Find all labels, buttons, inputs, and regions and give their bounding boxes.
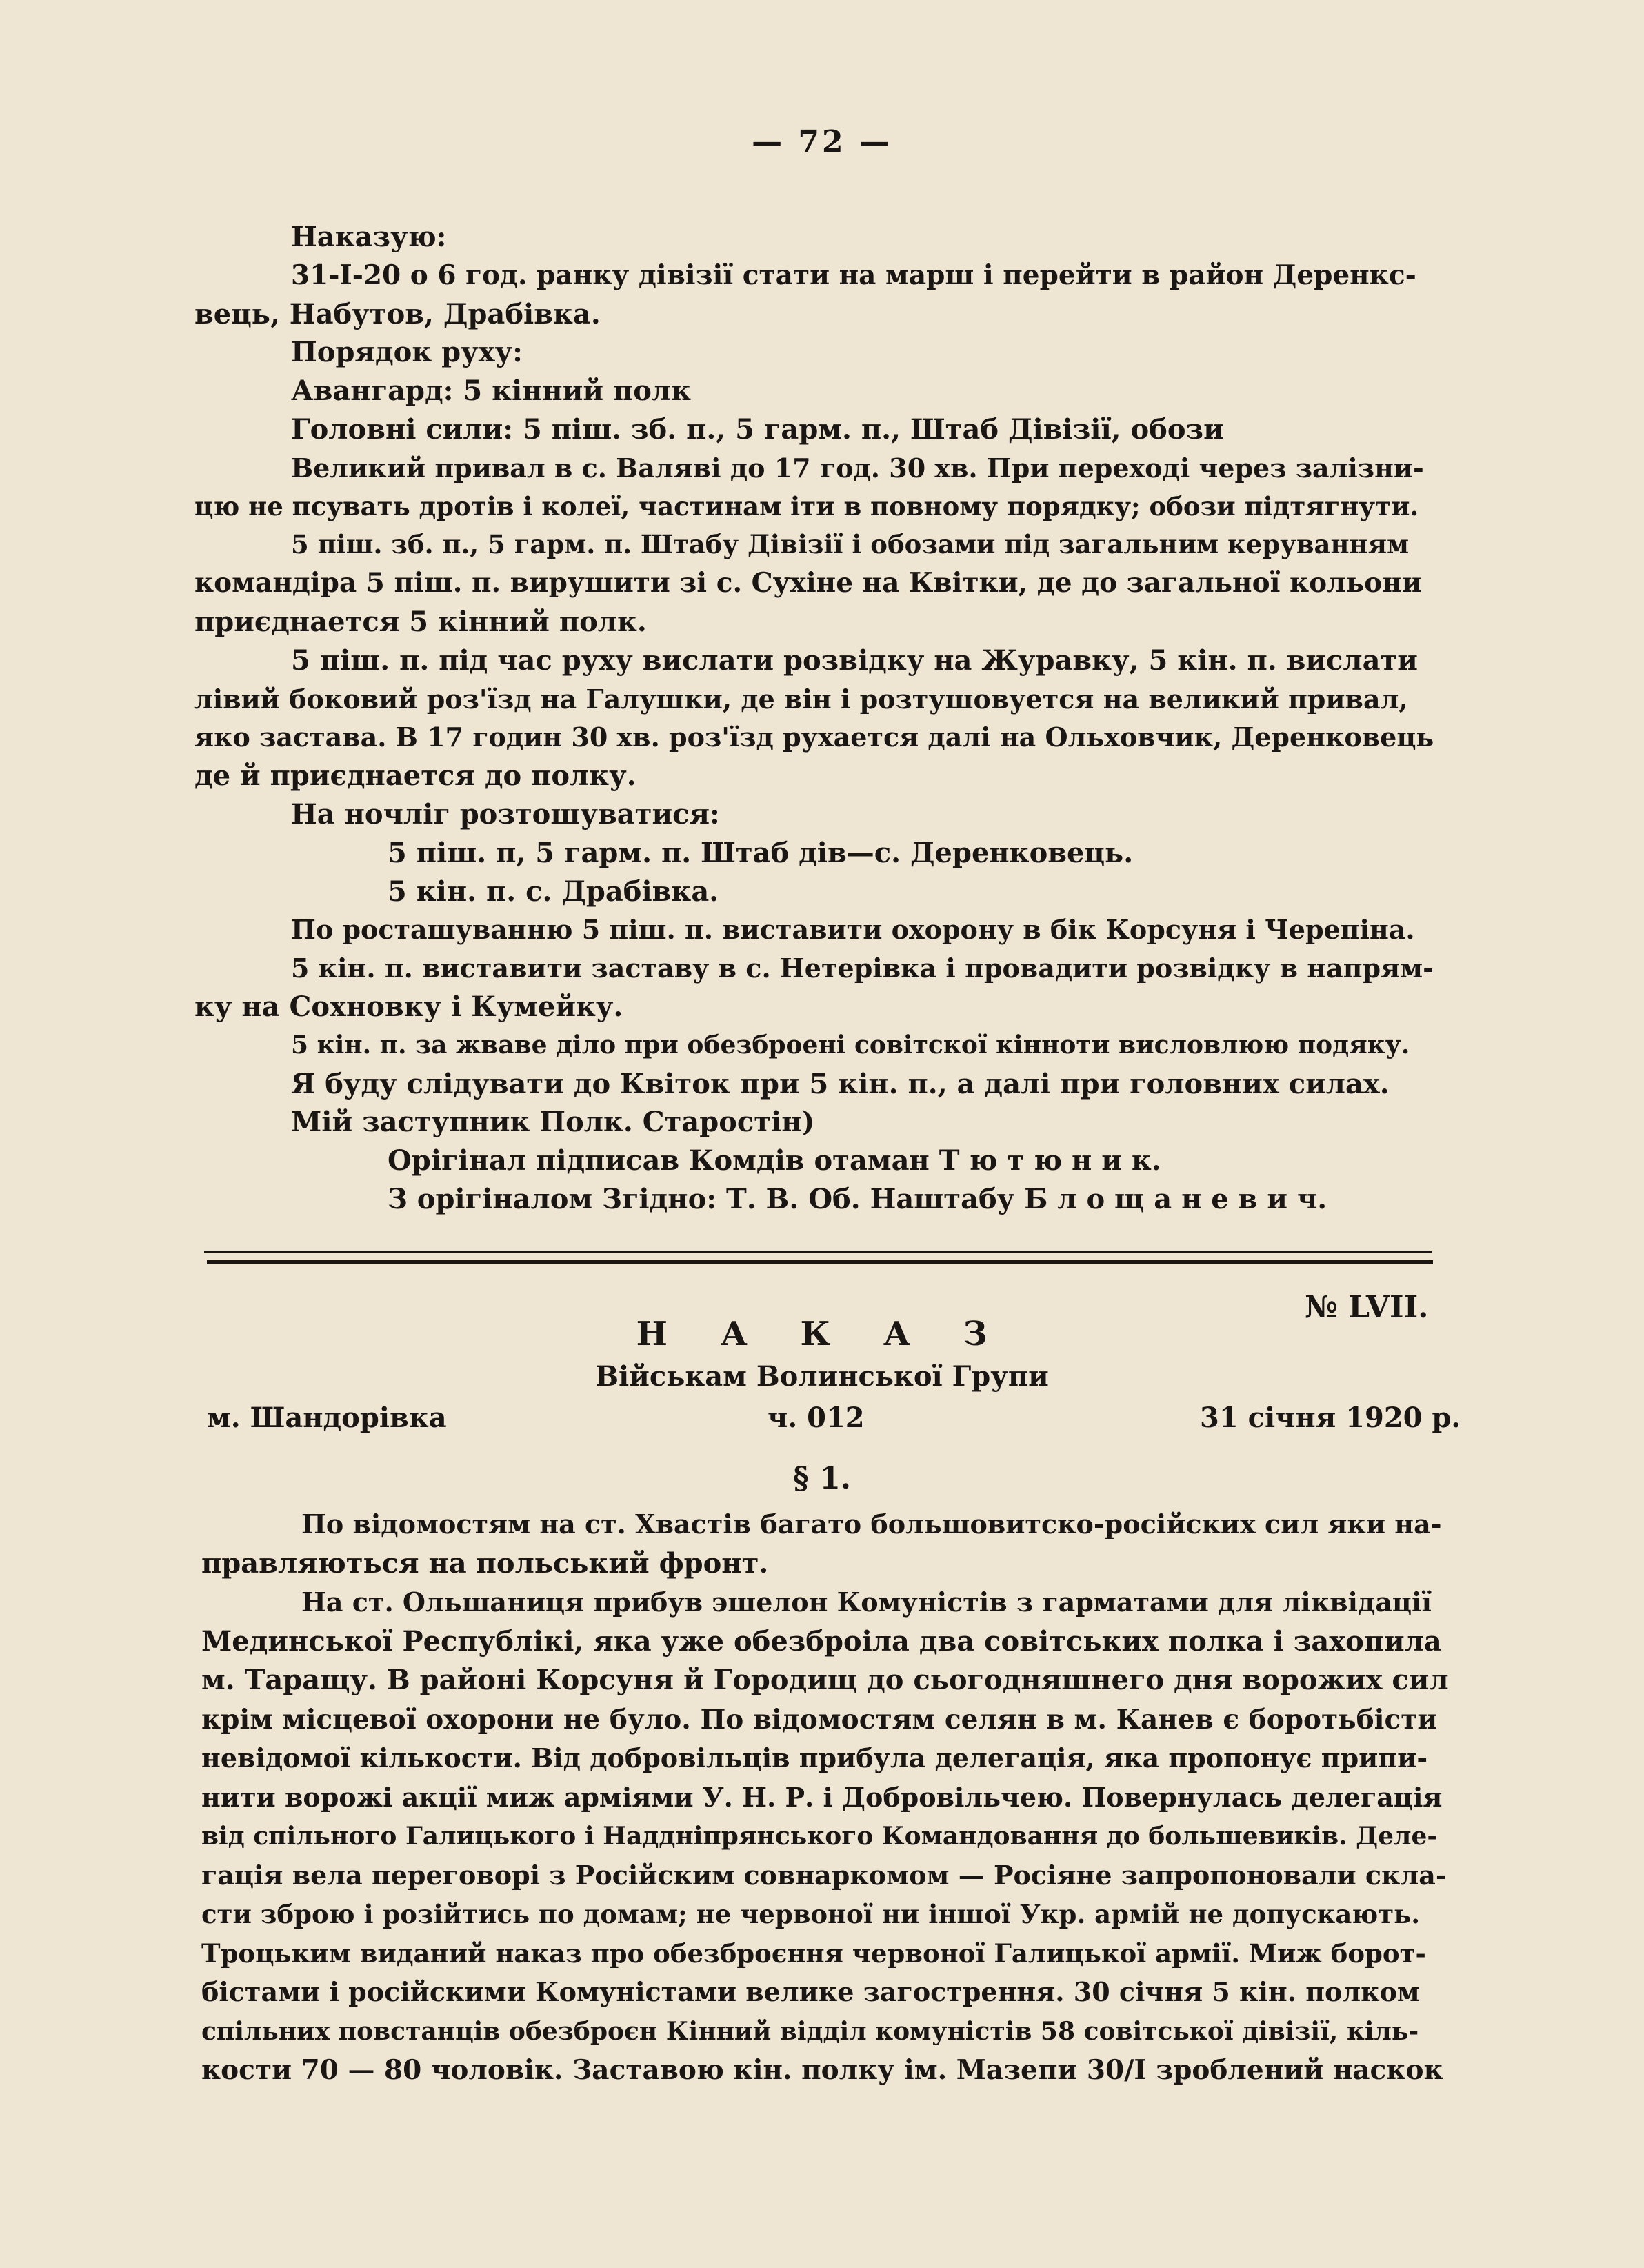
divider-thick [207, 1260, 1433, 1264]
text-line: вець, Набутов, Драбівка. [194, 297, 601, 330]
text-line: Мій заступник Полк. Старостін) [291, 1106, 815, 1139]
text-line: Я буду слідувати до Квіток при 5 кін. п., а далі при головних силах. [291, 1067, 1390, 1100]
section-heading: § 1. [792, 1461, 852, 1496]
text-line: лівий боковий роз'їзд на Галушки, де він і розтушовуется на великий привал, [194, 683, 1408, 715]
divider-thin [204, 1251, 1432, 1253]
order-number: № LVII. [1305, 1290, 1429, 1325]
text-line: правляються на польський фронт. [201, 1546, 769, 1580]
text-line: яко застава. В 17 годин 30 хв. роз'їзд рухается далі на Ольховчик, Деренковець [194, 722, 1434, 753]
text-line: Мединської Республікі, яка уже обезброіла два совітських полка і захопила [201, 1624, 1442, 1658]
text-line: кости 70 — 80 чоловік. Заставою кін. полку ім. Мазепи 30/I зроблений наскок [201, 2054, 1443, 2086]
text-line: цю не псувать дротів і колеї, частинам іти в повному порядку; обози підтягнути. [194, 490, 1419, 521]
text-line: З орігіналом Згідно: Т. В. Об. Наштабу Б л о щ а н е в и ч. [388, 1182, 1327, 1215]
section-text-block [201, 1505, 1451, 2090]
text-line: 5 піш. п. під час руху вислати розвідку на Журавку, 5 кін. п. вислати [291, 644, 1418, 677]
order-subtitle: Військам Волинської Групи [595, 1360, 1049, 1393]
text-line: де й приєднается до полку. [194, 759, 636, 793]
text-line: 5 кін. п. за жваве діло при обезброені совітскої кінноти висловлюю подяку. [291, 1030, 1410, 1060]
text-line: бістами і російскими Комуністами велике загострення. 30 січня 5 кін. полком [201, 1976, 1420, 2007]
order-title: Н А К А З [636, 1315, 1008, 1353]
order-date: 31 січня 1920 р. [1200, 1402, 1461, 1434]
order-place: м. Шандорівка [207, 1402, 447, 1434]
text-line: На ночліг розтошуватися: [291, 797, 720, 830]
text-line: Головні сили: 5 піш. зб. п., 5 гарм. п., Штаб Дівізії, обози [291, 412, 1224, 446]
text-line: 5 піш. зб. п., 5 гарм. п. Штабу Дівізії і обозами під загальним керуванням [291, 529, 1410, 560]
text-line: 5 кін. п. виставити заставу в с. Нетерівка і провадити розвідку в напрям- [291, 953, 1434, 984]
text-line: гація вела переговорі з Російским совнаркомом — Росіяне запропоновали скла- [201, 1859, 1447, 1891]
text-line: По відомостям на ст. Хвастів багато большовитско-російских сил яки на- [301, 1509, 1442, 1540]
page-number: — 72 — [752, 124, 892, 159]
order-reference: ч. 012 [768, 1402, 865, 1434]
text-line: невідомої кількости. Від добровільців прибула делегація, яка пропонує припи- [201, 1742, 1428, 1773]
text-line: Наказую: [291, 221, 447, 253]
order-text-block [194, 218, 1436, 1219]
text-line: приєднается 5 кінний полк. [194, 605, 647, 638]
text-line: По росташуванню 5 піш. п. виставити охорону в бік Корсуня і Черепіна. [291, 914, 1415, 946]
text-line: 5 піш. п, 5 гарм. п. Штаб дів—с. Деренковець. [388, 836, 1134, 869]
text-line: крім місцевої охорони не було. По відомостям селян в м. Канев є боротьбісти [201, 1703, 1438, 1735]
text-line: Орігінал підписав Комдів отаман Т ю т ю н и к. [388, 1144, 1161, 1177]
text-line: ку на Сохновку і Кумейку. [194, 990, 623, 1023]
text-line: м. Таращу. В районі Корсуня й Городищ до сьогодняшнего дня ворожих сил [201, 1664, 1449, 1696]
text-line: спільних повстанців обезброєн Кінний відділ комуністів 58 совітської дівізії, кіль- [201, 2016, 1419, 2046]
text-line: 5 кін. п. с. Драбівка. [388, 875, 719, 908]
text-line: командіра 5 піш. п. вирушити зі с. Сухіне на Квітки, де до загальної кольони [194, 567, 1422, 599]
text-line: сти зброю і розійтись по домам; не червоної ни іншої Укр. армій не допускають. [201, 1899, 1421, 1929]
text-line: 31-І-20 о 6 год. ранку дівізії стати на марш і перейти в район Деренкс- [291, 259, 1416, 291]
text-line: Порядок руху: [291, 336, 523, 369]
text-line: На ст. Ольшаниця прибув эшелон Комуністів з гарматами для ліквідації [301, 1586, 1432, 1618]
text-line: Авангард: 5 кінний полк [291, 375, 692, 408]
text-line: від спільного Галицького і Наддніпрянського Командовання до большевиків. Деле- [201, 1822, 1438, 1851]
text-line: Троцьким виданий наказ про обезброєння червоної Галицької армії. Миж борот- [201, 1938, 1426, 1969]
text-line: нити ворожі акції миж арміями У. Н. Р. і Добровільчею. Повернулась делегація [201, 1781, 1443, 1813]
text-line: Великий привал в с. Валяві до 17 год. 30 хв. При переході через залізни- [291, 452, 1424, 484]
